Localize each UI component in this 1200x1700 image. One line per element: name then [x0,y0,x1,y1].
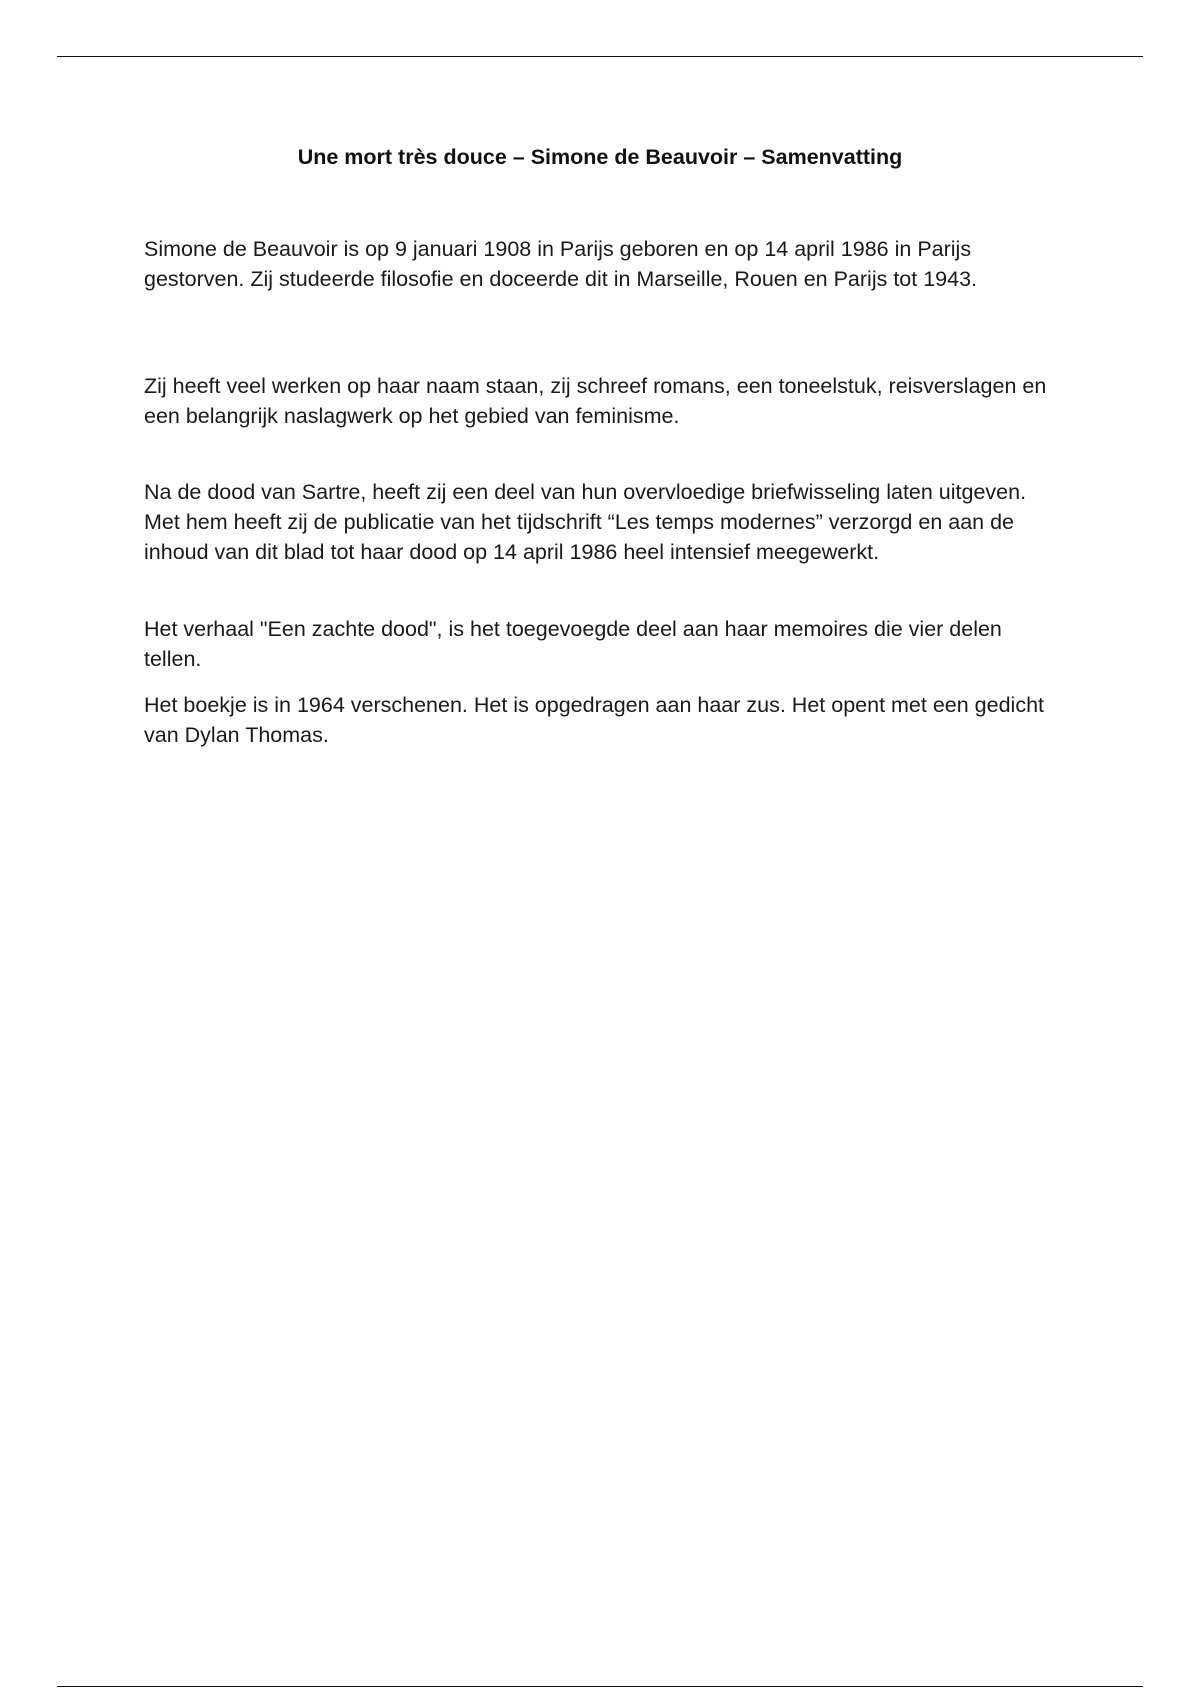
paragraph-sartre: Na de dood van Sartre, heeft zij een deel van hun overvloedige briefwisseling laten uitgeven. Met hem heeft zij de publicatie van het tijdschrift “Les temps modernes” verzorgd en aan de inhoud van dit blad tot haar dood op 14 april 1986 heel intensief meegewerkt. [144,480,1027,564]
footer-rule [57,1686,1143,1687]
paragraph-story: Het verhaal "Een zachte dood", is het toegevoegde deel aan haar memoires die vier delen tellen. [144,617,1002,671]
document-title: Une mort très douce – Simone de Beauvoir – Samenvatting [297,145,903,169]
paragraph-publication: Het boekje is in 1964 verschenen. Het is opgedragen aan haar zus. Het opent met een gedicht van Dylan Thomas. [144,693,1044,747]
paragraph-biography: Simone de Beauvoir is op 9 januari 1908 in Parijs geboren en op 14 april 1986 in Parijs gestorven. Zij studeerde filosofie en doceerde dit in Marseille, Rouen en Parijs tot 1943. [144,237,977,291]
header-rule [57,56,1143,57]
paragraph-works: Zij heeft veel werken op haar naam staan, zij schreef romans, een toneelstuk, reisverslagen en een belangrijk naslagwerk op het gebied van feminisme. [144,374,1047,428]
